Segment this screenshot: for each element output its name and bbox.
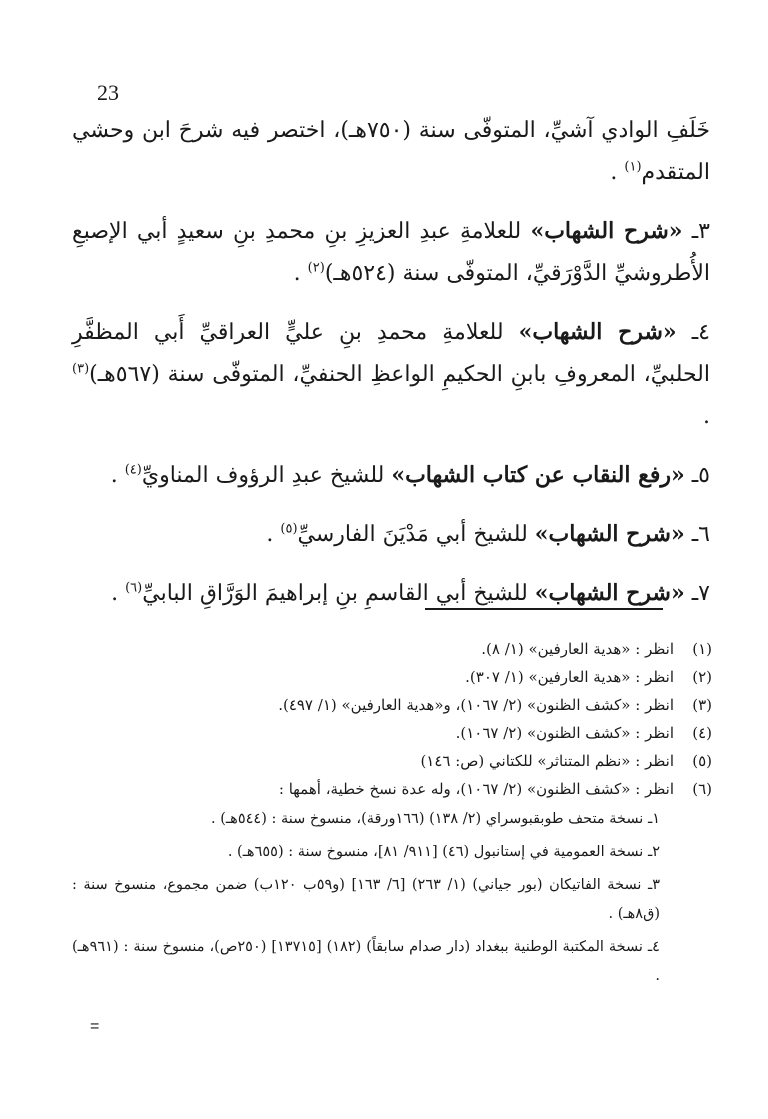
footnote-text: انظر : «هدية العارفين» (١/ ٨).	[481, 640, 674, 658]
footnote-number: (٤)	[692, 724, 712, 742]
manuscript-4: ٤ـ نسخة المكتبة الوطنية ببغداد (دار صدام سابقاً) (١٨٢) [١٣٧١٥] (٢٥٠ص)، منسوخ سنة : (٩٦١هـ) .	[72, 939, 660, 984]
continuation-mark: =	[90, 1018, 100, 1035]
paragraph-2	[72, 210, 710, 295]
footnote-6	[72, 775, 712, 803]
footnote-text: انظر : «هدية العارفين» (١/ ٣٠٧).	[465, 668, 674, 686]
book-title: «شرح الشهاب»	[534, 521, 685, 547]
footnote-text: انظر : «كشف الظنون» (٢/ ١٠٦٧)، و«هدية العارفين» (١/ ٤٩٧).	[278, 696, 674, 714]
footnote-ref: (٥)	[280, 521, 298, 537]
footnote-number: (٣)	[692, 696, 712, 714]
footnote-ref: (٤)	[124, 462, 142, 478]
footnote-number: (٦)	[692, 780, 712, 798]
footnote-5	[72, 747, 712, 775]
footnote-number: (٥)	[692, 752, 712, 770]
footnote-4	[72, 719, 712, 747]
book-title: «شرح الشهاب»	[518, 319, 677, 345]
paragraph-text: للشيخ أبي مَدْيَنَ الفارسيِّ	[297, 522, 535, 547]
item-number: ٧ـ	[684, 581, 710, 606]
paragraph-text: للشيخ أبي القاسمِ بنِ إبراهيمَ الوَرَّاقِ البابيِّ	[142, 581, 535, 606]
footnote-number: (٢)	[692, 668, 712, 686]
footnote-text: انظر : «كشف الظنون» (٢/ ١٠٦٧).	[455, 724, 674, 742]
footnote-text: انظر : «نظم المتناثر» للكتاني (ص: ١٤٦)	[420, 752, 674, 770]
paragraph-end: .	[293, 261, 308, 286]
page-number: 23	[97, 80, 119, 105]
book-title: «رفع النقاب عن كتاب الشهاب»	[391, 462, 685, 488]
paragraph-end: .	[111, 581, 126, 606]
footnote-1	[72, 635, 712, 663]
footnote-ref: (٣)	[72, 361, 90, 377]
paragraph-5	[72, 513, 710, 556]
paragraph-text: للعلامةِ محمدِ بنِ عليٍّ العراقيِّ أَبي المظفَّرِ الحلبيِّ، المعروفِ بابنِ الحكيمِ الواعظِ الحنفيِّ، المتوفّى سنة (٥٦٧هـ)	[72, 320, 710, 387]
footnote-3	[72, 691, 712, 719]
item-number: ٣ـ	[682, 219, 710, 244]
paragraph-text: للعلامةِ عبدِ العزيزِ بنِ محمدِ بنِ سعيدٍ أبي الإصبعِ الأُطروشيِّ الدَّوْرَقيِّ، المتوفّى سنة (٥٢٤هـ)	[72, 219, 710, 286]
paragraph-text: خَلَفِ الوادي آشيِّ، المتوفّى سنة (٧٥٠هـ)، اختصر فيه شرحَ ابن وحشي المتقدم	[72, 118, 710, 185]
manuscript-2: ٢ـ نسخة العمومية في إستانبول (٤٦) [٩١١/ ٨١]، منسوخ سنة : (٦٥٥هـ) .	[227, 844, 660, 860]
main-text	[72, 110, 710, 631]
footnote-ref: (٢)	[307, 260, 325, 276]
manuscript-1: ١ـ نسخة متحف طوبقبوسراي (٢/ ١٣٨) (١٦٦ورقة)، منسوخ سنة : (٥٤٤هـ) .	[211, 811, 660, 827]
paragraph-3	[72, 311, 710, 438]
manuscript-3: ٣ـ نسخة الفاتيكان (بور جياني) (١/ ٢٦٣) [٦/ ١٦٣] (و٥٩ب ١٢٠ب) ضمن مجموع، منسوخ سنة : (ق٨هـ) .	[72, 877, 660, 922]
footnotes	[72, 635, 712, 995]
paragraph-1	[72, 110, 710, 194]
footnote-number: (١)	[692, 640, 712, 658]
book-title: «شرح الشهاب»	[530, 218, 683, 244]
footnote-divider	[425, 608, 663, 610]
paragraph-end: .	[610, 160, 625, 185]
footnote-ref: (١)	[624, 159, 642, 175]
paragraph-end: .	[110, 463, 125, 488]
item-number: ٥ـ	[684, 463, 710, 488]
paragraph-end: .	[266, 522, 281, 547]
item-number: ٤ـ	[676, 320, 710, 345]
footnote-2	[72, 663, 712, 691]
footnote-ref: (٦)	[125, 580, 143, 596]
paragraph-4	[72, 454, 710, 497]
footnote-text: انظر : «كشف الظنون» (٢/ ١٠٦٧)، وله عدة نسخ خطية، أهمها :	[278, 780, 674, 798]
book-title: «شرح الشهاب»	[534, 580, 685, 606]
paragraph-end: .	[703, 404, 710, 429]
item-number: ٦ـ	[684, 522, 710, 547]
paragraph-text: للشيخ عبدِ الرؤوف المناويِّ	[141, 463, 392, 488]
